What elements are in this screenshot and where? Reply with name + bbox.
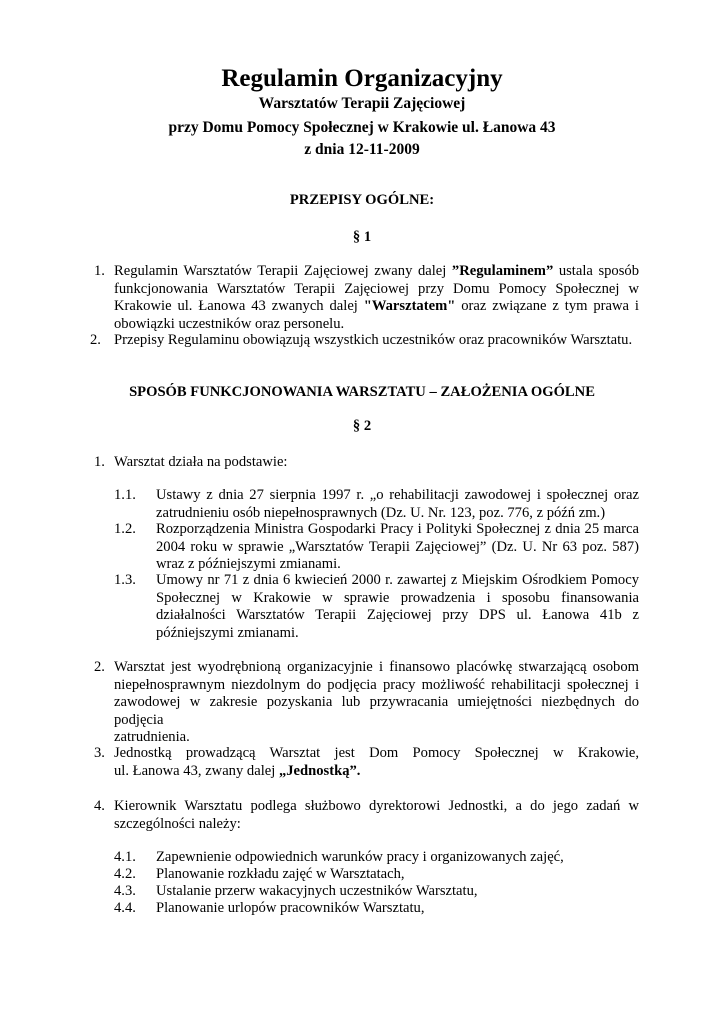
sub-list-item-text: Rozporządzenia Ministra Gospodarki Pracy i Polityki Społecznej z dnia 25 marca 2004 roku w sprawie „Warsztatów Terapii Zajęciowej” (Dz. U. Nr 63 poz. 587) wraz z późniejszymi zmianami.: [156, 521, 639, 572]
list-item-number: 2.: [94, 659, 105, 675]
sub-list-item-text: Ustalanie przerw wakacyjnych uczestników Warsztatu,: [156, 883, 478, 899]
list-item-number: 1.: [94, 263, 105, 279]
list-item-number: 2.: [90, 332, 101, 348]
document-subtitle-location: przy Domu Pomocy Społecznej w Krakowie ul. Łanowa 43: [168, 119, 556, 136]
section-heading-functioning: SPOSÓB FUNKCJONOWANIA WARSZTATU – ZAŁOŻENIA OGÓLNE: [129, 384, 595, 400]
list-item-text: Jednostką prowadzącą Warsztat jest Dom Pomocy Społecznej w Krakowie, ul. Łanowa 43, zwany dalej „Jednostką”.: [114, 745, 639, 779]
list-item-text: Przepisy Regulaminu obowiązują wszystkich uczestników oraz pracowników Warsztatu.: [114, 332, 633, 348]
paragraph-mark-2: § 2: [352, 418, 372, 434]
bold-term-regulamin: ”Regulaminem”: [451, 263, 554, 279]
sub-list-item-number: 1.3.: [114, 572, 136, 588]
bold-term-warsztat: "Warsztatem": [363, 298, 456, 314]
paragraph-mark-1: § 1: [352, 229, 372, 245]
document-title: Regulamin Organizacyjny: [221, 65, 503, 92]
sub-list-item-number: 4.3.: [114, 883, 136, 899]
section-heading-general: PRZEPISY OGÓLNE:: [289, 192, 435, 208]
document-subtitle: Warsztatów Terapii Zajęciowej: [258, 95, 466, 112]
sub-list-item-text: Umowy nr 71 z dnia 6 kwiecień 2000 r. zawartej z Miejskim Ośrodkiem Pomocy Społecznej w Krakowie w sprawie prowadzenia i sposobu finansowania działalności Warsztatów Terapii Zajęciowej przy DPS ul. Łanowa 41b z późniejszymi zmianami.: [156, 572, 639, 641]
list-item-text: Warsztat jest wyodrębnioną organizacyjnie i finansowo placówkę stwarzającą osobom niepełnosprawnym niezdolnym do podjęcia pracy możliwość rehabilitacji społecznej i zawodowej w zakresie pozyskania lub przywracania umiejętności niezbędnych do podjęcia zatrudnienia.: [114, 659, 639, 745]
list-item-text: Regulamin Warsztatów Terapii Zajęciowej zwany dalej ”Regulaminem” ustala sposób funkcjonowania Warsztatów Terapii Zajęciowej przy Domu Pomocy Społecznej w Krakowie ul. Łanowa 43 zwanych dalej "Warsztatem" oraz związane z tym prawa i obowiązki uczestników oraz personelu.: [114, 263, 639, 332]
list-item-text: Kierownik Warsztatu podlega służbowo dyrektorowi Jednostki, a do jego zadań w szczególności należy:: [114, 798, 639, 832]
sub-list-item-text: Planowanie rozkładu zajęć w Warsztatach,: [156, 866, 405, 882]
sub-list-item-number: 1.2.: [114, 521, 136, 537]
bold-term-jednostka: „Jednostką”.: [278, 762, 361, 779]
sub-list-item-text: Ustawy z dnia 27 sierpnia 1997 r. „o rehabilitacji zawodowej i społecznej oraz zatrudnieniu osób niepełnosprawnych (Dz. U. Nr. 123, poz. 776, z późń zm.): [156, 487, 639, 521]
sub-list-item-text: Zapewnienie odpowiednich warunków pracy i organizowanych zajęć,: [156, 849, 564, 865]
sub-list-item-number: 4.2.: [114, 866, 136, 882]
list-item-number: 4.: [94, 798, 105, 814]
list-item-number: 1.: [94, 454, 105, 470]
sub-list-item-text: Planowanie urlopów pracowników Warsztatu,: [156, 900, 425, 916]
sub-list-item-number: 1.1.: [114, 487, 136, 503]
sub-list-item-number: 4.1.: [114, 849, 136, 865]
document-date: z dnia 12-11-2009: [304, 141, 420, 158]
sub-list-item-number: 4.4.: [114, 900, 136, 916]
list-item-text: Warsztat działa na podstawie:: [114, 454, 288, 470]
list-item-number: 3.: [94, 745, 105, 761]
